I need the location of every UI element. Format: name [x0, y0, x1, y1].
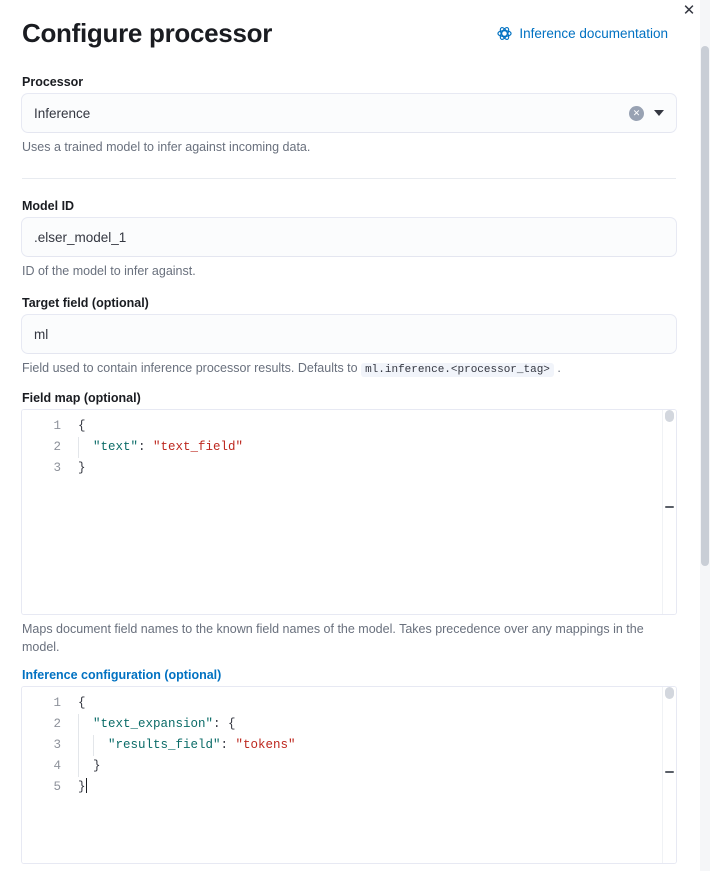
inference-documentation-icon: [497, 26, 512, 41]
code-line[interactable]: [78, 735, 676, 756]
processor-selected-value: Inference: [34, 105, 91, 121]
line-number: 3: [53, 738, 61, 753]
code-text: }: [93, 759, 101, 774]
page-title: Configure processor: [22, 18, 273, 48]
model-id-helper-text: ID of the model to infer against.: [22, 264, 196, 279]
indent-guide: [78, 437, 79, 458]
inference-configuration-code-area[interactable]: [70, 687, 676, 863]
target-field-input[interactable]: [22, 315, 676, 353]
target-field-helper-after: .: [557, 361, 561, 376]
code-line[interactable]: [78, 714, 676, 735]
inference-configuration-scrollbar[interactable]: [662, 687, 676, 863]
code-text: }: [78, 461, 86, 476]
indent-guide: [93, 735, 94, 756]
target-field-helper-before: Field used to contain inference processor results. Defaults to: [22, 361, 358, 376]
model-id-value: .elser_model_1: [34, 229, 127, 245]
code-line[interactable]: [78, 693, 676, 714]
line-number: 1: [53, 696, 61, 711]
code-line[interactable]: [78, 437, 676, 458]
line-number: 4: [53, 759, 61, 774]
code-text: }: [78, 780, 86, 795]
field-map-helper-text: Maps document field names to the known field names of the model. Takes precedence over any mappings in the model.: [22, 622, 644, 655]
line-number: 3: [53, 461, 61, 476]
indent-guide: [78, 714, 79, 735]
model-id-label: Model ID: [22, 199, 75, 214]
line-number: 2: [53, 440, 61, 455]
target-field-value: ml: [34, 326, 49, 342]
line-number: 2: [53, 717, 61, 732]
code-text: "results_field": "tokens": [108, 738, 296, 753]
line-number: 1: [53, 419, 61, 434]
code-text: {: [78, 696, 86, 711]
target-field-helper-text: [22, 359, 668, 379]
processor-select[interactable]: [22, 94, 676, 132]
field-map-editor[interactable]: [22, 410, 676, 614]
page-scrollbar-thumb[interactable]: [701, 46, 709, 566]
indent-guide: [78, 756, 79, 777]
line-number: 5: [53, 780, 61, 795]
text-cursor: [86, 778, 87, 793]
close-icon[interactable]: ✕: [678, 0, 700, 22]
inference-documentation-link[interactable]: [497, 26, 668, 41]
clear-icon[interactable]: ✕: [629, 106, 644, 121]
code-text: {: [78, 419, 86, 434]
field-map-gutter: [22, 410, 70, 614]
model-id-input[interactable]: [22, 218, 676, 256]
code-line[interactable]: [78, 777, 676, 798]
processor-label: Processor: [22, 75, 84, 89]
code-text: "text": "text_field": [93, 440, 244, 455]
processor-helper-text: Uses a trained model to infer against incoming data.: [22, 140, 311, 154]
code-text: "text_expansion": {: [93, 717, 236, 732]
inference-configuration-gutter: [22, 687, 70, 863]
code-line[interactable]: [78, 416, 676, 437]
indent-guide: [78, 735, 79, 756]
section-divider: [22, 178, 676, 179]
target-field-label: Target field (optional): [22, 296, 149, 311]
field-map-code-area[interactable]: [70, 410, 676, 614]
field-map-scrollbar[interactable]: [662, 410, 676, 614]
flyout-header: [22, 18, 668, 49]
chevron-down-icon[interactable]: [654, 110, 664, 116]
page-scrollbar[interactable]: [700, 0, 710, 871]
inference-configuration-label[interactable]: Inference configuration (optional): [22, 668, 222, 683]
code-line[interactable]: [78, 458, 676, 479]
target-field-helper-code: ml.inference.<processor_tag>: [361, 363, 554, 377]
field-map-label: Field map (optional): [22, 391, 141, 406]
inference-configuration-editor[interactable]: [22, 687, 676, 863]
code-line[interactable]: [78, 756, 676, 777]
inference-documentation-label: Inference documentation: [519, 26, 668, 41]
